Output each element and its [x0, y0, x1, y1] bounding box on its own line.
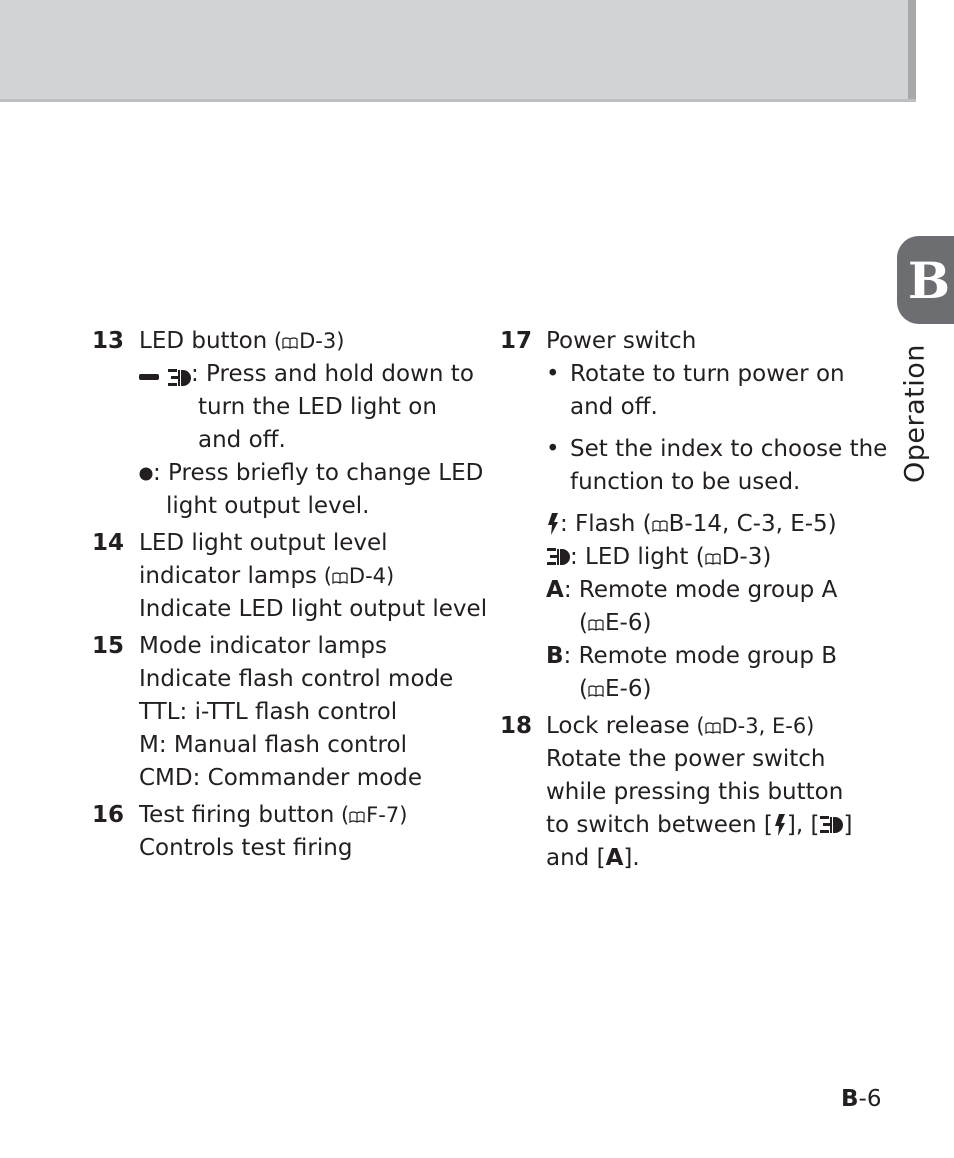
led-light-icon [819, 812, 843, 832]
item-14 [92, 527, 487, 626]
item-description: Indicate LED light output level [139, 596, 488, 622]
flash-icon [546, 512, 560, 536]
item-title: Lock release [546, 713, 690, 739]
book-reference-icon [282, 337, 298, 349]
led-light-icon [167, 365, 191, 385]
text-line: Indicate flash control mode [139, 666, 454, 692]
header-band [0, 0, 908, 101]
text-line: M: Manual flash control [139, 732, 407, 758]
header-band-shadow [0, 99, 916, 102]
bullet-mark: • [546, 361, 560, 387]
item-ref: D-3, E-6) [721, 714, 815, 738]
switch-line: to switch between [ ], [ ] [546, 812, 853, 838]
page-number-letter: B [841, 1086, 859, 1112]
left-column [92, 325, 487, 869]
bullet-mark: • [546, 436, 560, 462]
book-reference-icon [332, 572, 348, 584]
item-title-cont: indicator lamps [139, 563, 318, 589]
bullet-item [546, 433, 887, 499]
group-b-line: B: Remote mode group B [546, 643, 838, 669]
item-16 [92, 799, 487, 865]
item-number: 15 [92, 633, 125, 659]
and-line: and [A]. [546, 845, 640, 871]
text-line: and off. [570, 394, 658, 420]
item-number: 14 [92, 530, 125, 556]
item-number: 17 [500, 328, 533, 354]
item-title: Test firing button [139, 802, 335, 828]
item-ref: D-3) [299, 329, 345, 353]
item-number: 13 [92, 328, 125, 354]
ref-open: ( [334, 803, 350, 827]
ref-open: ( [689, 714, 705, 738]
led-light-icon [546, 544, 570, 564]
text-line: while pressing this button [546, 779, 844, 805]
section-tab[interactable] [897, 236, 954, 324]
page-number-suffix: -6 [858, 1086, 882, 1112]
text-line: : Press and hold down to [191, 361, 474, 387]
item-number: 18 [500, 713, 533, 739]
book-reference-icon [588, 685, 604, 697]
group-a-line: A: Remote mode group A [546, 577, 838, 603]
book-reference-icon [705, 722, 721, 734]
book-reference-icon [349, 811, 365, 823]
item-description: Controls test firing [139, 835, 353, 861]
text-line: and off. [198, 427, 286, 453]
book-reference-icon [588, 619, 604, 631]
item-ref: D-4) [348, 564, 395, 588]
led-brief-description [139, 457, 487, 523]
item-title: Mode indicator lamps [139, 633, 388, 659]
ref-open: ( [267, 329, 283, 353]
right-column [500, 325, 888, 879]
item-number: 16 [92, 802, 125, 828]
item-title: LED button [139, 328, 268, 354]
item-title: Power switch [546, 328, 697, 354]
dot-button-icon [139, 458, 153, 472]
bullet-item [546, 358, 887, 424]
text-line: CMD: Commander mode [139, 765, 423, 791]
text-line: Rotate the power switch [546, 746, 826, 772]
section-side-label: Operation [899, 344, 931, 483]
text-line: Rotate to turn power on [570, 361, 845, 387]
flash-mode-line: : Flash ( B-14, C-3, E-5) [546, 508, 887, 541]
group-b-ref: ( E-6) [579, 676, 652, 702]
led-hold-description [139, 358, 487, 457]
header-band-edge [908, 0, 916, 101]
text-line: light output level. [166, 493, 370, 519]
book-reference-icon [652, 520, 668, 532]
text-line: : Press briefly to change LED [153, 460, 484, 486]
text-line: function to be used. [570, 469, 801, 495]
ref-open: ( [317, 564, 332, 588]
section-tab-letter: B [907, 250, 951, 310]
item-15 [92, 630, 487, 795]
group-a-ref: ( E-6) [579, 610, 652, 636]
book-reference-icon [705, 553, 721, 565]
text-line: TTL: i-TTL flash control [139, 699, 398, 725]
item-17 [500, 325, 888, 706]
item-18 [500, 710, 885, 875]
flash-icon [773, 813, 787, 837]
item-title: LED light output level [139, 530, 388, 556]
dash-icon [139, 358, 161, 366]
item-ref: F-7) [366, 803, 408, 827]
page-number [841, 1084, 881, 1114]
text-line: Set the index to choose the [570, 436, 888, 462]
led-mode-line: : LED light ( D-3) [546, 541, 887, 574]
text-line: turn the LED light on [198, 394, 437, 420]
item-13 [92, 325, 487, 523]
